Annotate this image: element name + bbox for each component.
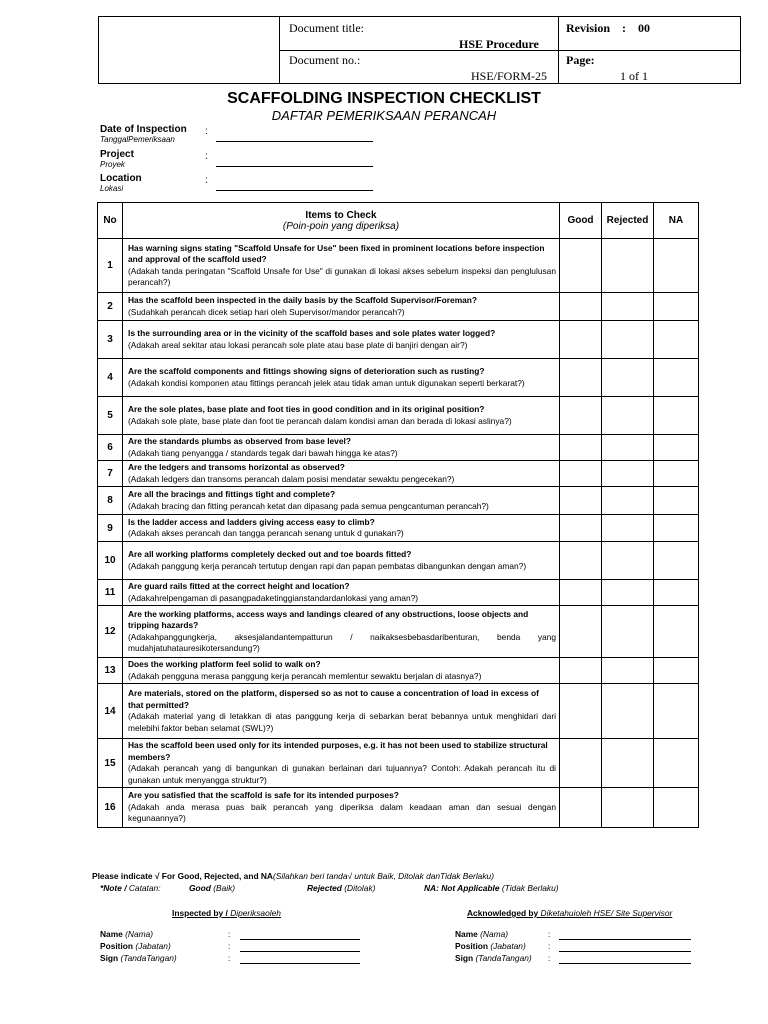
signature-colon: : <box>548 941 551 951</box>
meta-sub: Lokasi <box>100 184 124 193</box>
table-row <box>98 461 699 487</box>
good-checkbox-cell[interactable] <box>560 684 602 739</box>
row-number: 4 <box>98 359 123 397</box>
rejected-checkbox-cell[interactable] <box>602 580 654 606</box>
item-question: Are the ledgers and transoms horizontal as observed? <box>128 462 345 472</box>
item-translation: (Adakah tanda peringatan "Scaffold Unsafe for Use" di gunakan di lokasi akses sebelum inspeksi dan penglulusan perancah?) <box>128 265 556 287</box>
na-checkbox-cell[interactable] <box>654 515 699 542</box>
signature-colon: : <box>228 953 231 963</box>
table-row <box>98 580 699 606</box>
item-translation: (Adakah pengguna merasa panggung kerja perancah memlentur sewaktu berjalan di atasnya?) <box>128 670 482 681</box>
na-checkbox-cell[interactable] <box>654 397 699 435</box>
table-row <box>98 658 699 684</box>
col-header-good: Good <box>560 203 602 239</box>
item-question: Are the standards plumbs as observed from base level? <box>128 436 351 446</box>
good-checkbox-cell[interactable] <box>560 580 602 606</box>
legend-rejected-translation: (Ditolak) <box>344 883 376 893</box>
good-checkbox-cell[interactable] <box>560 359 602 397</box>
signature-colon: : <box>228 941 231 951</box>
na-checkbox-cell[interactable] <box>654 321 699 359</box>
item-question: Are materials, stored on the platform, dispersed so as not to cause a concentration of load in excess of that permitted? <box>128 688 539 710</box>
rejected-checkbox-cell[interactable] <box>602 788 654 828</box>
rejected-checkbox-cell[interactable] <box>602 542 654 580</box>
row-item <box>123 788 560 828</box>
row-item <box>123 461 560 487</box>
good-checkbox-cell[interactable] <box>560 542 602 580</box>
signature-label: Position (Jabatan) <box>455 941 526 951</box>
page-title: SCAFFOLDING INSPECTION CHECKLIST <box>227 90 541 107</box>
signature-field-line[interactable] <box>559 951 691 952</box>
good-checkbox-cell[interactable] <box>560 239 602 293</box>
row-number: 10 <box>98 542 123 580</box>
meta-colon: : <box>205 151 208 162</box>
col-header-no: No <box>98 203 123 239</box>
row-number: 12 <box>98 606 123 658</box>
good-checkbox-cell[interactable] <box>560 515 602 542</box>
instruction-text: Please indicate √ For Good, Rejected, and NA <box>92 871 273 881</box>
rejected-checkbox-cell[interactable] <box>602 515 654 542</box>
col-header-items <box>123 203 560 239</box>
na-checkbox-cell[interactable] <box>654 739 699 788</box>
item-question: Are the sole plates, base plate and foot ties in good condition and in its original position? <box>128 404 485 414</box>
item-translation: (Adakah panggung kerja perancah tertutup dengan rapi dan papan pembatas dibangunkan dengan aman?) <box>128 560 527 571</box>
rejected-checkbox-cell[interactable] <box>602 461 654 487</box>
legend-na: NA: Not Applicable <box>424 883 500 893</box>
row-item <box>123 515 560 542</box>
doc-title-label: Document title: <box>289 21 364 35</box>
na-checkbox-cell[interactable] <box>654 239 699 293</box>
row-number: 3 <box>98 321 123 359</box>
row-item <box>123 359 560 397</box>
signature-field-line[interactable] <box>240 951 360 952</box>
inspected-by-heading: Inspected by / Diperiksaoleh <box>172 908 281 918</box>
col-header-na: NA <box>654 203 699 239</box>
good-checkbox-cell[interactable] <box>560 293 602 321</box>
meta-label: Date of Inspection <box>100 124 187 135</box>
good-checkbox-cell[interactable] <box>560 788 602 828</box>
signature-label: Name (Nama) <box>455 929 509 939</box>
item-translation: (Adakah material yang di letakkan di atas panggung kerja di sebarkan berat bebannya untuk menghidari dari melebihi faktor beban selamat (SWL)?) <box>128 711 556 733</box>
item-question: Is the ladder access and ladders giving access easy to climb? <box>128 516 375 527</box>
rejected-checkbox-cell[interactable] <box>602 321 654 359</box>
item-question: Are all working platforms completely decked out and toe boards fitted? <box>128 549 412 559</box>
page-value: 1 of 1 <box>620 69 648 83</box>
row-item <box>123 321 560 359</box>
checklist-table <box>97 202 699 828</box>
row-number: 8 <box>98 487 123 515</box>
na-checkbox-cell[interactable] <box>654 658 699 684</box>
meta-colon: : <box>205 175 208 186</box>
item-translation: (Adakah kondisi komponen atau fittings perancah jelek atau tidak aman untuk digunakan seperti berkarat?) <box>128 377 525 388</box>
item-question: Does the working platform feel solid to walk on? <box>128 659 321 669</box>
date-field-line[interactable] <box>216 141 373 142</box>
rejected-checkbox-cell[interactable] <box>602 606 654 658</box>
row-item <box>123 487 560 515</box>
signature-colon: : <box>548 953 551 963</box>
item-question: Has the scaffold been inspected in the daily basis by the Scaffold Supervisor/Foreman? <box>128 295 478 305</box>
doc-no-value: HSE/FORM-25 <box>471 69 548 83</box>
table-row <box>98 239 699 293</box>
row-number: 2 <box>98 293 123 321</box>
row-item <box>123 239 560 293</box>
good-checkbox-cell[interactable] <box>560 739 602 788</box>
legend-good: Good <box>189 883 211 893</box>
legend-good-translation: (Baik) <box>213 883 236 893</box>
item-question: Are you satisfied that the scaffold is safe for its intended purposes? <box>128 790 399 801</box>
row-number: 9 <box>98 515 123 542</box>
signature-field-line[interactable] <box>240 939 360 940</box>
meta-sub: TanggalPemeriksaan <box>100 135 175 144</box>
table-row <box>98 321 699 359</box>
col-header-rejected: Rejected <box>602 203 654 239</box>
good-checkbox-cell[interactable] <box>560 606 602 658</box>
rejected-checkbox-cell[interactable] <box>602 397 654 435</box>
rejected-checkbox-cell[interactable] <box>602 435 654 461</box>
note-label: *Note / <box>100 883 129 893</box>
row-item <box>123 658 560 684</box>
na-checkbox-cell[interactable] <box>654 293 699 321</box>
good-checkbox-cell[interactable] <box>560 658 602 684</box>
signature-field-line[interactable] <box>559 963 691 964</box>
rejected-checkbox-cell[interactable] <box>602 487 654 515</box>
instruction-note <box>92 871 494 881</box>
project-field-line[interactable] <box>216 166 373 167</box>
good-checkbox-cell[interactable] <box>560 487 602 515</box>
na-checkbox-cell[interactable] <box>654 580 699 606</box>
row-number: 5 <box>98 397 123 435</box>
row-item <box>123 542 560 580</box>
table-row <box>98 435 699 461</box>
rejected-checkbox-cell[interactable] <box>602 658 654 684</box>
item-translation: (Adakah tiang penyangga / standards tegak dari bawah hingga ke atas?) <box>128 447 398 458</box>
legend-na-translation: (Tidak Berlaku) <box>501 883 559 893</box>
na-checkbox-cell[interactable] <box>654 542 699 580</box>
revision-label: Revision <box>566 21 611 35</box>
table-row <box>98 293 699 321</box>
signature-field-line[interactable] <box>559 939 691 940</box>
signature-label: Position (Jabatan) <box>100 941 171 951</box>
item-translation: (Adakah akses perancah dan tangga perancah senang untuk d gunakan?) <box>128 528 404 538</box>
revision-value: 00 <box>638 21 650 35</box>
row-number: 6 <box>98 435 123 461</box>
good-checkbox-cell[interactable] <box>560 435 602 461</box>
na-checkbox-cell[interactable] <box>654 788 699 828</box>
row-item <box>123 580 560 606</box>
signature-field-line[interactable] <box>240 963 360 964</box>
item-question: Are the working platforms, access ways and landings cleared of any obstructions, loose objects and tripping hazards? <box>128 608 529 630</box>
note-label-translation: Catatan: <box>128 883 161 893</box>
item-translation: (Adakah sole plate, base plate dan foot tie perancah dalam kondisi aman dan berada di lokasi aslinya?) <box>128 415 512 426</box>
legend-note <box>100 883 559 893</box>
item-translation: (Adakah areal sekitar atau lokasi perancah sole plate atau base plate di banjiri dengan air?) <box>128 339 468 350</box>
meta-sub: Proyek <box>100 160 125 169</box>
rejected-checkbox-cell[interactable] <box>602 739 654 788</box>
row-number: 15 <box>98 739 123 788</box>
item-question: Has warning signs stating "Scaffold Unsafe for Use" been fixed in prominent locations before inspection and approval of the scaffold used? <box>128 242 545 264</box>
item-question: Has the scaffold been used only for its intended purposes, e.g. it has not been used to stabilize structural members? <box>128 740 548 762</box>
row-item <box>123 684 560 739</box>
item-translation: (Adakah ledgers dan transoms perancah dalam posisi mendatar sewaktu pengecekan?) <box>128 473 455 484</box>
row-item <box>123 606 560 658</box>
row-number: 7 <box>98 461 123 487</box>
table-row <box>98 684 699 739</box>
location-field-line[interactable] <box>216 190 373 191</box>
page-label: Page: <box>566 53 595 67</box>
revision-colon: : <box>622 21 626 35</box>
item-question: Are guard rails fitted at the correct height and location? <box>128 581 350 591</box>
na-checkbox-cell[interactable] <box>654 359 699 397</box>
signature-label: Name (Nama) <box>100 929 154 939</box>
table-row <box>98 739 699 788</box>
item-translation: (Adakah bracing dan fitting perancah ketat dan dipasang pada semua pengcantuman perancah?) <box>128 500 489 511</box>
row-item <box>123 397 560 435</box>
table-row <box>98 515 699 542</box>
legend-rejected: Rejected <box>307 883 342 893</box>
col-header-items-main: Items to Check <box>305 209 377 221</box>
item-question: Are the scaffold components and fittings showing signs of deterioration such as rusting? <box>128 366 485 376</box>
col-header-items-sub: (Poin-poin yang diperiksa) <box>282 220 400 232</box>
page-subtitle: DAFTAR PEMERIKSAAN PERANCAH <box>271 108 497 123</box>
na-checkbox-cell[interactable] <box>654 435 699 461</box>
good-checkbox-cell[interactable] <box>560 461 602 487</box>
document-header <box>98 16 741 84</box>
good-checkbox-cell[interactable] <box>560 321 602 359</box>
item-translation: (Adakahpanggungkerja, aksesjalandantempatturun / naikaksesbebasdaribenturan, benda yang mudahjatuhatauresikotersandung?) <box>128 631 556 653</box>
table-row <box>98 542 699 580</box>
item-translation: (Sudahkah perancah dicek setiap hari oleh Supervisor/mandor perancah?) <box>128 306 405 317</box>
rejected-checkbox-cell[interactable] <box>602 239 654 293</box>
row-item <box>123 435 560 461</box>
signature-colon: : <box>548 929 551 939</box>
doc-title-value: HSE Procedure <box>459 37 539 51</box>
instruction-text-translation: (Silahkan beri tanda√ untuk Baik, Ditolak danTidak Berlaku) <box>272 871 494 881</box>
item-translation: (Adakah anda merasa puas baik perancah yang diperiksa dalam keadaan aman dan sesuai dengan kegunaannya?) <box>128 801 556 824</box>
row-number: 14 <box>98 684 123 739</box>
item-translation: (Adakahrelpengaman di pasangpadaketinggianstandardanlokasi yang aman?) <box>128 592 419 603</box>
table-row <box>98 788 699 828</box>
table-row <box>98 606 699 658</box>
row-item <box>123 739 560 788</box>
row-number: 11 <box>98 580 123 606</box>
table-row <box>98 359 699 397</box>
na-checkbox-cell[interactable] <box>654 461 699 487</box>
signature-label: Sign (TandaTangan) <box>455 953 532 963</box>
signature-label: Sign (TandaTangan) <box>100 953 177 963</box>
na-checkbox-cell[interactable] <box>654 487 699 515</box>
item-question: Is the surrounding area or in the vicinity of the scaffold bases and sole plates water logged? <box>128 328 496 338</box>
na-checkbox-cell[interactable] <box>654 684 699 739</box>
row-item <box>123 293 560 321</box>
meta-label: Project <box>100 149 134 160</box>
acknowledged-by-heading: Acknowledged by Diketahuioleh HSE/ Site Supervisor <box>467 908 673 918</box>
row-number: 13 <box>98 658 123 684</box>
rejected-checkbox-cell[interactable] <box>602 293 654 321</box>
rejected-checkbox-cell[interactable] <box>602 359 654 397</box>
item-question: Are all the bracings and fittings tight and complete? <box>128 489 336 499</box>
good-checkbox-cell[interactable] <box>560 397 602 435</box>
signature-colon: : <box>228 929 231 939</box>
meta-label: Location <box>100 173 142 184</box>
doc-no-label: Document no.: <box>289 53 361 67</box>
na-checkbox-cell[interactable] <box>654 606 699 658</box>
table-row <box>98 487 699 515</box>
meta-colon: : <box>205 126 208 137</box>
row-number: 1 <box>98 239 123 293</box>
rejected-checkbox-cell[interactable] <box>602 684 654 739</box>
item-translation: (Adakah perancah yang di bangunkan di gunakan berlainan dari tujuannya? Contoh: Adakah perancah itu di gunakan untuk menyangga struktur?) <box>128 763 556 785</box>
row-number: 16 <box>98 788 123 828</box>
table-row <box>98 397 699 435</box>
